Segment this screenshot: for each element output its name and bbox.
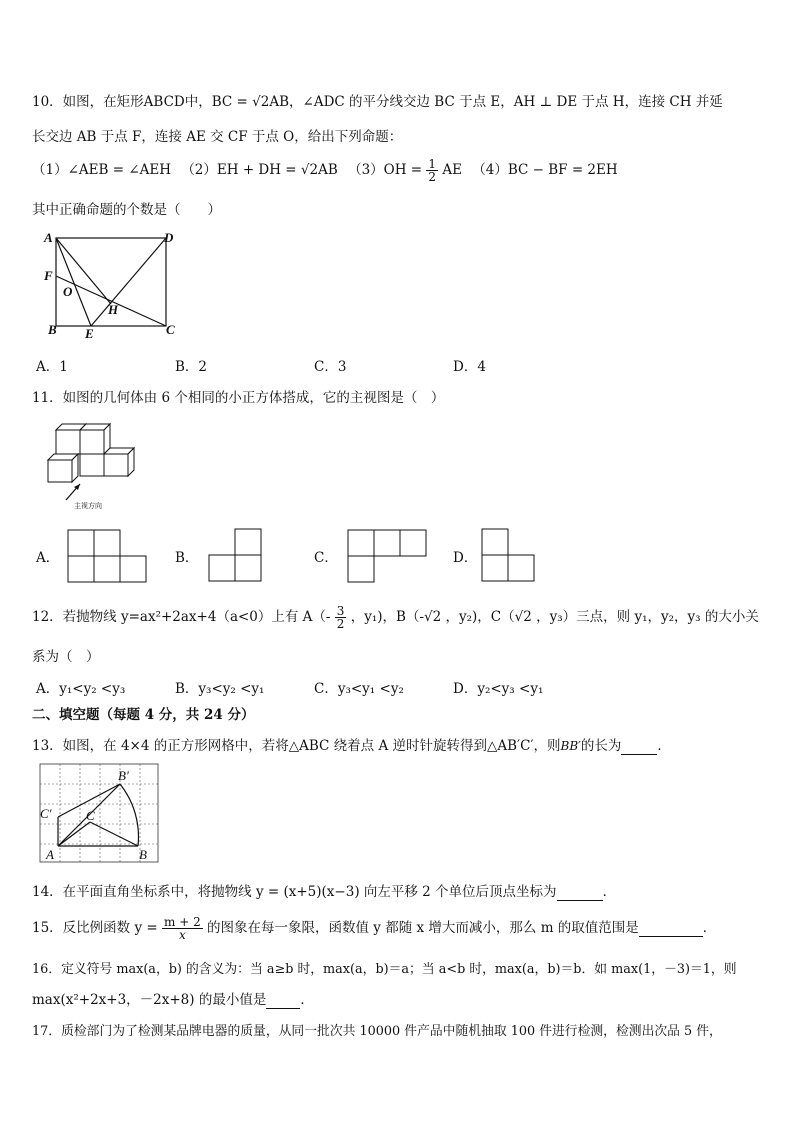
q11-option-a-figure[interactable] — [66, 528, 150, 586]
q10-label-B: B — [48, 322, 57, 337]
q15-frac-num: m + 2 — [164, 915, 201, 929]
q12-frac-num: 3 — [336, 604, 345, 618]
q15-text-b: 的图象在每一象限，函数值 y 都随 x 增大而减小，那么 m 的取值范围是 — [207, 920, 639, 936]
q12-text-b: ，y₁)，B（-√2 ，y₂)，C（√2 ，y₃）三点，则 y₁，y₂，y₃ 的大小关 — [350, 609, 759, 625]
q10-prop-3-tail: AE — [442, 162, 462, 178]
q13-grid-figure — [38, 762, 162, 866]
q12-line2: 系为（ ） — [32, 649, 100, 665]
q15-answer-blank[interactable] — [639, 920, 703, 937]
q10-option-d[interactable]: D．4 — [453, 359, 486, 375]
q14-question — [32, 880, 616, 901]
q10-prop-4: （4）BC − BF = 2EH — [472, 162, 618, 178]
q15-period: ． — [702, 920, 717, 936]
q10-label-H: H — [108, 302, 119, 317]
q14-text: 14．在平面直角坐标系中，将抛物线 y = (x+5)(x−3) 向左平移 2 个单位后顶点坐标为 — [32, 884, 557, 900]
q10-label-C: C — [166, 322, 175, 337]
q10-rectangle-figure — [36, 228, 186, 340]
q10-fraction — [426, 158, 438, 183]
q12-option-c[interactable]: C．y₃<y₁ <y₂ — [314, 681, 404, 697]
q10-question: 其中正确命题的个数是（ ） — [32, 202, 221, 218]
q10-option-a[interactable]: A．1 — [36, 359, 68, 375]
q10-prop-2: （2）EH + DH = √2AB — [181, 162, 338, 178]
q13-period: ． — [657, 738, 671, 754]
q12-text-a: 12．若抛物线 y=ax²+2ax+4（a<0）上有 A（- — [32, 609, 331, 625]
q11-option-c-figure[interactable] — [346, 528, 430, 586]
q12-option-b[interactable]: B．y₃<y₂ <y₁ — [175, 681, 265, 697]
q11-option-d-label[interactable]: D． — [453, 550, 478, 566]
q10-prop-1: （1）∠AEB = ∠AEH — [32, 162, 172, 178]
q15-frac-den: x — [178, 928, 186, 942]
q12-fraction — [335, 605, 347, 630]
q13-label-B: B — [139, 847, 147, 862]
q11-option-b-figure[interactable] — [207, 527, 267, 585]
q10-frac-den: 2 — [428, 170, 437, 184]
q13-text-b: 的长为 — [580, 738, 622, 754]
q12-option-a[interactable]: A．y₁<y₂ <y₃ — [36, 681, 126, 697]
q11-option-b-label[interactable]: B． — [175, 550, 199, 566]
q10-label-F: F — [44, 268, 53, 283]
q15-text-a: 15．反比例函数 y = — [32, 920, 158, 936]
q10-option-c[interactable]: C．3 — [314, 359, 347, 375]
q15-fraction — [162, 916, 203, 941]
q12-option-d[interactable]: D．y₂<y₃ <y₁ — [453, 681, 544, 697]
q11-question: 11．如图的几何体由 6 个相同的小正方体搭成，它的主视图是（ ） — [32, 390, 445, 406]
q11-option-c-label[interactable]: C． — [314, 550, 338, 566]
q16-line1: 16．定义符号 max(a，b) 的含义为：当 a≥b 时，max(a，b)＝a；当 a<b 时，max(a，b)＝b．如 max(1，－3)＝1，则 — [32, 962, 737, 977]
q13-question — [32, 734, 671, 755]
q16-answer-blank[interactable] — [266, 992, 300, 1009]
q13-label-B-prime: B′ — [118, 768, 129, 783]
q17-line1: 17．质检部门为了检测某品牌电器的质量，从同一批次共 10000 件产品中随机抽取 100 件进行检测，检测出次品 5 件， — [32, 1024, 722, 1039]
q10-label-O: O — [63, 284, 73, 299]
q10-label-D: D — [164, 230, 174, 245]
section-heading: 二、填空题（每题 4 分，共 24 分） — [32, 707, 255, 723]
q11-cubes-figure — [44, 420, 154, 510]
q10-option-b[interactable]: B．2 — [175, 359, 208, 375]
q16-line2 — [32, 988, 314, 1009]
q10-propositions — [32, 158, 618, 183]
q13-label-A: A — [46, 847, 54, 862]
q16-text: max(x²+2x+3，－2x+8) 的最小值是 — [32, 992, 267, 1008]
q10-label-A: A — [44, 230, 53, 245]
q10-prop-3: （3）OH = — [348, 162, 423, 178]
q11-option-a-label[interactable]: A． — [36, 550, 60, 566]
q10-line2: 长交边 AB 于点 F，连接 AE 交 CF 于点 O，给出下列命题： — [32, 129, 403, 145]
q14-answer-blank[interactable] — [557, 884, 603, 901]
q13-text-a: 13．如图，在 4×4 的正方形网格中，若将△ABC 绕着点 A 逆时针旋转得到△AB′C′，则 — [32, 738, 561, 754]
q13-label-C: C — [86, 808, 95, 823]
q12-line1 — [32, 605, 759, 630]
q13-label-C-prime: C′ — [40, 806, 52, 821]
q13-answer-blank[interactable] — [621, 738, 657, 755]
q12-frac-den: 2 — [336, 617, 345, 631]
q16-period: ． — [300, 992, 314, 1008]
q11-direction-caption: 主视方向 — [74, 502, 102, 510]
q10-line1: 10．如图，在矩形ABCD中，BC = √2AB，∠ADC 的平分线交边 BC 于点 E，AH ⊥ DE 于点 H，连接 CH 并延 — [32, 94, 723, 110]
q10-frac-num: 1 — [428, 157, 437, 171]
q14-period: ． — [602, 884, 617, 900]
q11-option-d-figure[interactable] — [480, 527, 540, 585]
q13-arc-label: BB′ — [560, 739, 581, 753]
q10-label-E: E — [85, 326, 94, 340]
q15-question — [32, 916, 716, 941]
